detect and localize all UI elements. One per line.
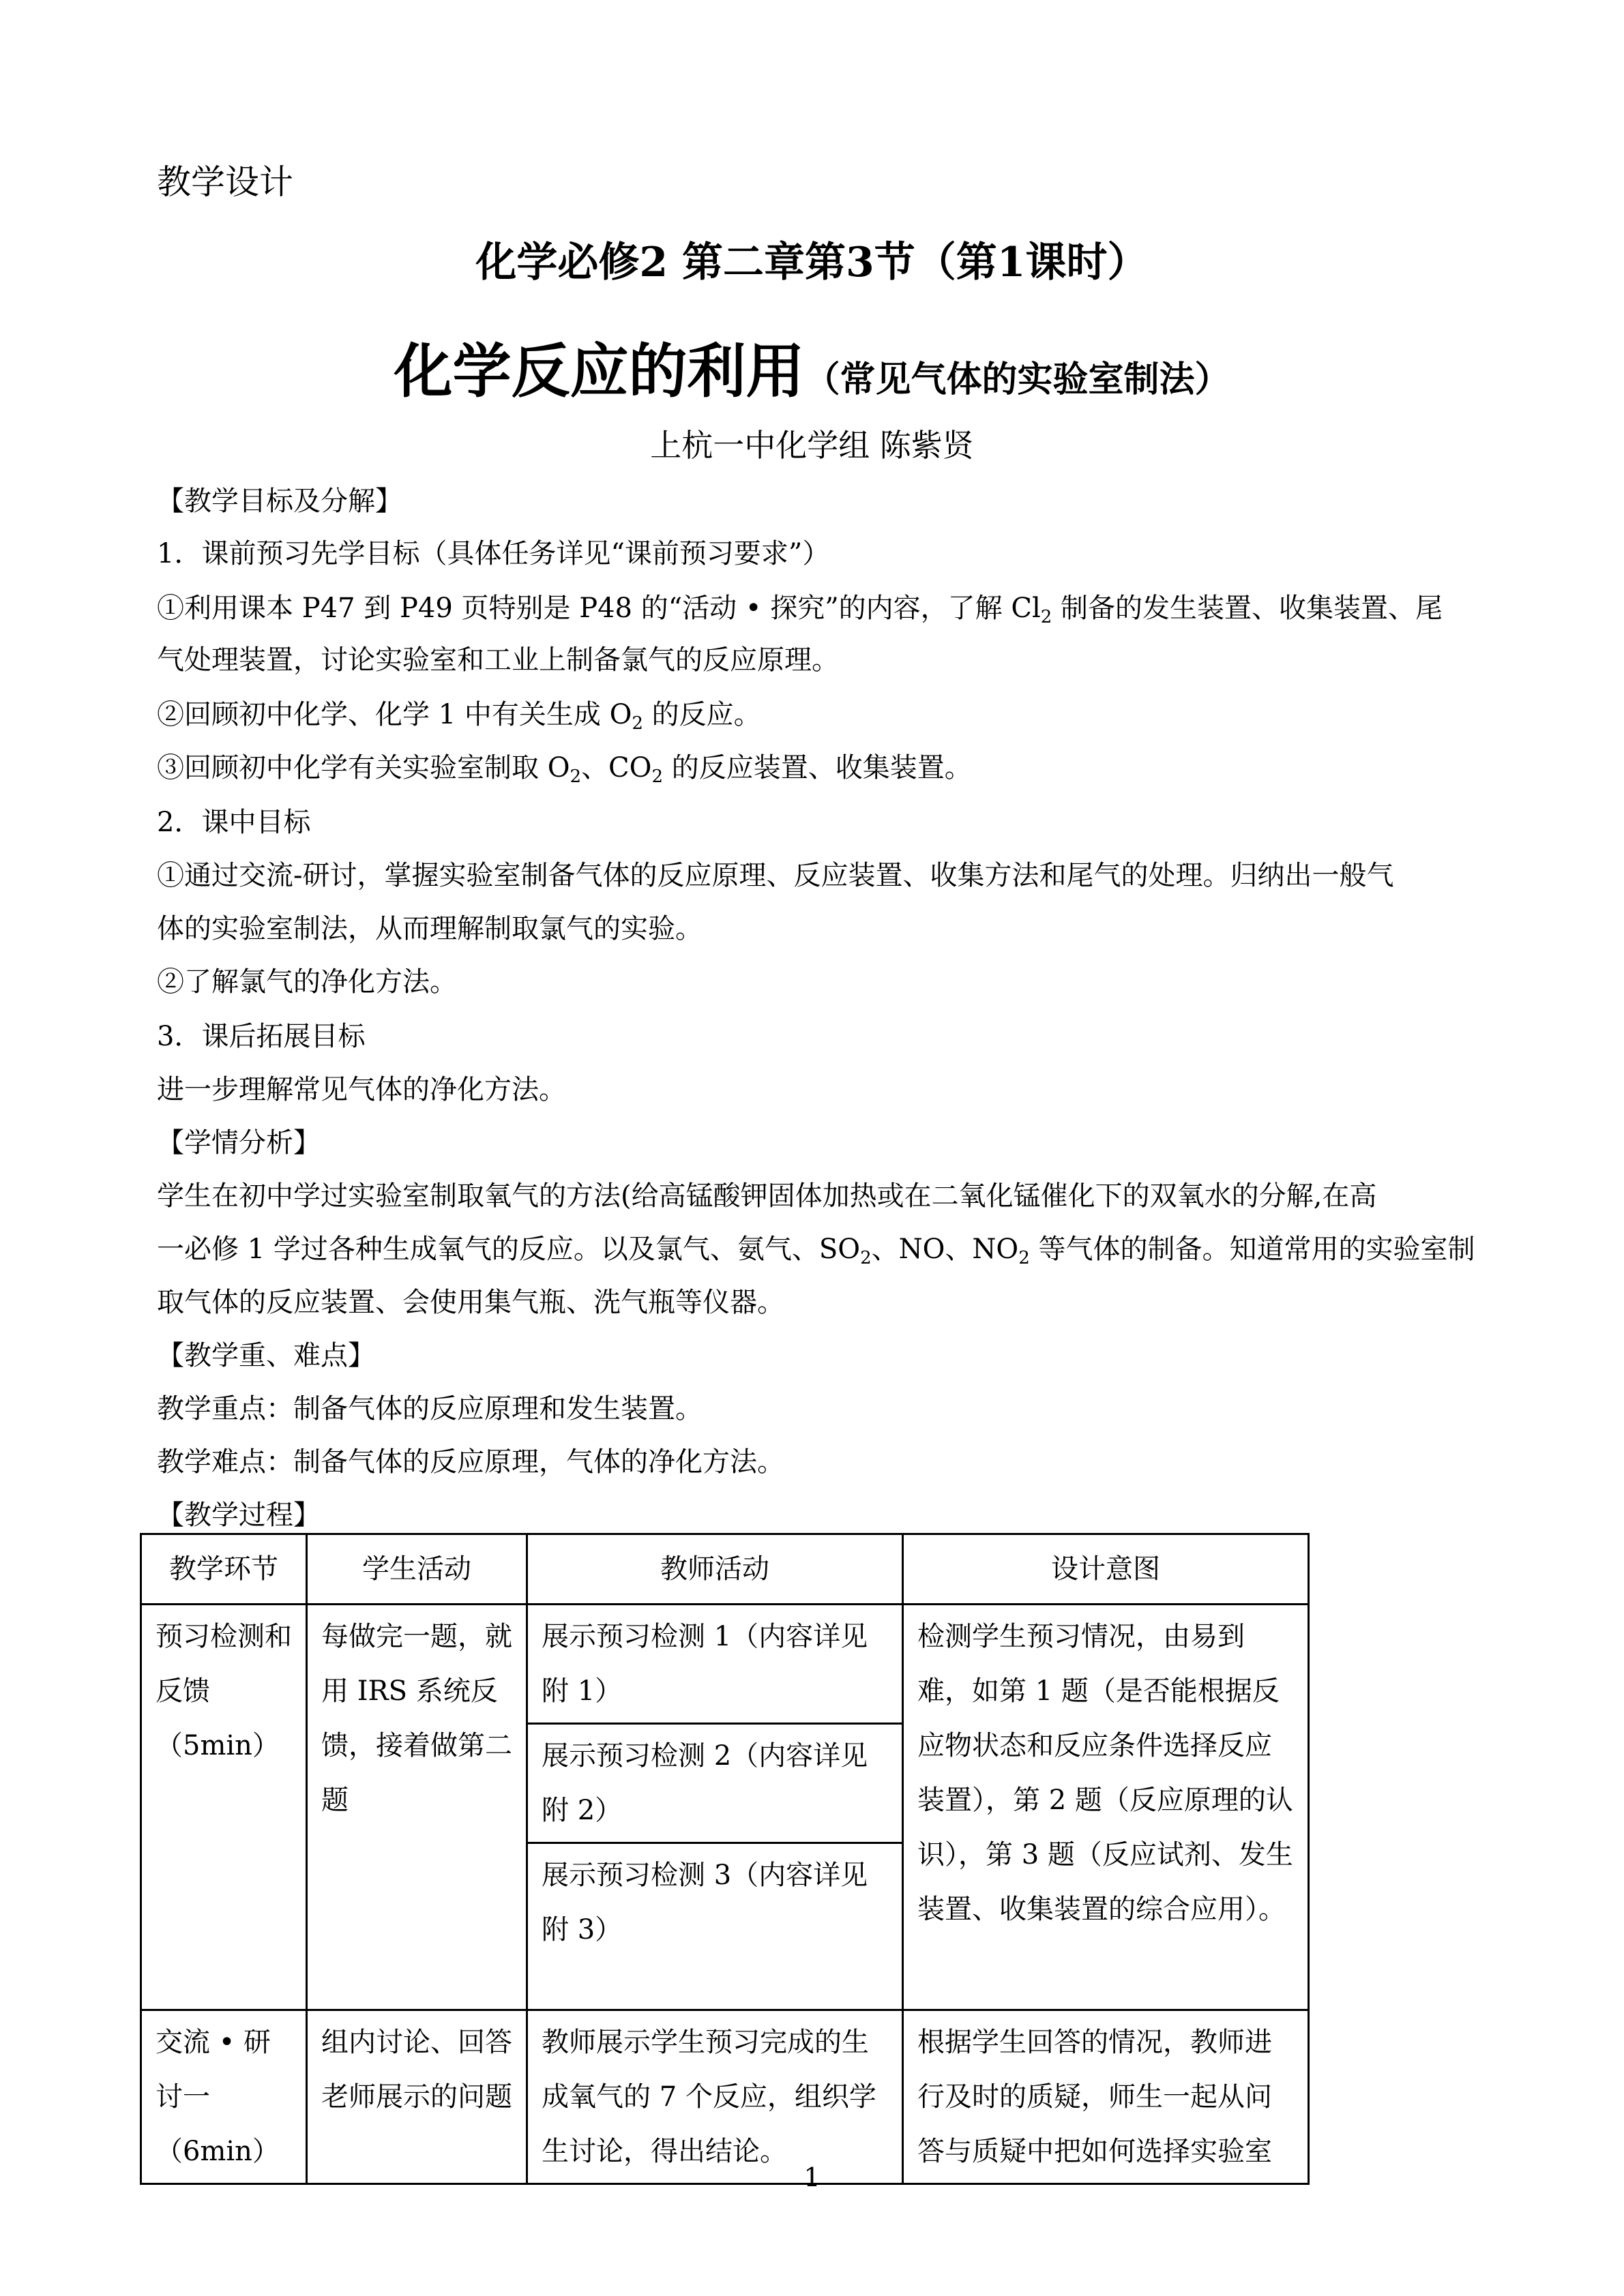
analysis-line-1: 学生在初中学过实验室制取氧气的方法(给高锰酸钾固体加热或在二氧化锰催化下的双氧水的分解,在高 [157,1180,1377,1212]
section-heading-objectives: 【教学目标及分解】 [157,486,402,517]
objective-2-title: 2．课中目标 [157,807,311,838]
student-activity-cell: 每做完一题，就用 IRS 系统反馈，接着做第二题 [307,1605,527,2010]
main-subtitle: （常见气体的实验室制法） [804,359,1230,400]
objective-1-item-3: ③回顾初中化学有关实验室制取 $O_2$、$CO_2$ 的反应装置、收集装置。 [157,752,972,787]
doc-label: 教学设计 [157,162,293,202]
teacher-activity-cell: 教师展示学生预习完成的生成氧气的 7 个反应，组织学生讨论，得出结论。 [527,2010,903,2184]
table-row [141,1605,1309,1724]
teacher-activity-cell: 展示预习检测 1（内容详见附 1） [527,1605,903,1724]
author-line: 上杭一中化学组 陈紫贤 [650,427,974,464]
objective-2-item-1-cont: 体的实验室制法，从而理解制取氯气的实验。 [157,913,703,944]
header-design-intent: 设计意图 [903,1534,1309,1605]
main-title-text: 化学反应的利用 [394,337,805,406]
header-stage: 教学环节 [141,1534,307,1605]
course-title: 化学必修2 第二章第3节（第1课时） [475,239,1149,286]
objective-1-item-1-cont: 气处理装置，讨论实验室和工业上制备氯气的反应原理。 [157,644,839,676]
analysis-line-3: 取气体的反应装置、会使用集气瓶、洗气瓶等仪器。 [157,1287,784,1318]
stage-cell: 预习检测和反馈（5min） [141,1605,307,2010]
section-heading-key-points: 【教学重、难点】 [157,1340,375,1371]
header-student-activity: 学生活动 [307,1534,527,1605]
student-activity-cell: 组内讨论、回答老师展示的问题 [307,2010,527,2184]
section-heading-analysis: 【学情分析】 [157,1127,321,1159]
table-row [141,2010,1309,2184]
design-intent-cell: 检测学生预习情况，由易到难，如第 1 题（是否能根据反应物状态和反应条件选择反应装置），第 2 题（反应原理的认识），第 3 题（反应试剂、发生装置、收集装置的综合应用）。 [903,1605,1309,2010]
objective-1-title: 1．课前预习先学目标（具体任务详见“课前预习要求”） [157,538,830,569]
teacher-activity-cell: 展示预习检测 2（内容详见附 2） [527,1724,903,1843]
design-intent-cell: 根据学生回答的情况，教师进行及时的质疑，师生一起从问答与质疑中把如何选择实验室 [903,2010,1309,2184]
objective-2-item-1: ①通过交流-研讨，掌握实验室制备气体的反应原理、反应装置、收集方法和尾气的处理。归纳出一般气 [157,860,1394,891]
objective-3-text: 进一步理解常见气体的净化方法。 [157,1074,566,1105]
page-number: 1 [803,2162,821,2192]
key-point: 教学重点：制备气体的反应原理和发生装置。 [157,1393,703,1425]
analysis-line-2: 一必修 1 学过各种生成氧气的反应。以及氯气、氨气、$SO_2$、NO、$NO_2$ 等气体的制备。知道常用的实验室制 [157,1234,1475,1268]
objective-1-item-2: ②回顾初中化学、化学 1 中有关生成 $O_2$ 的反应。 [157,699,761,734]
objective-1-item-1: ①利用课本 P47 到 P49 页特别是 P48 的“活动 • 探究”的内容，了解 $Cl_2$ 制备的发生装置、收集装置、尾 [157,593,1443,627]
difficult-point: 教学难点：制备气体的反应原理，气体的净化方法。 [157,1446,784,1478]
table-header-row [141,1534,1309,1605]
teaching-process-table [140,1533,1310,2185]
header-teacher-activity: 教师活动 [527,1534,903,1605]
teacher-activity-cell: 展示预习检测 3（内容详见附 3） [527,1843,903,2010]
stage-cell: 交流 • 研讨一（6min） [141,2010,307,2184]
main-title [0,334,1624,426]
objective-3-title: 3．课后拓展目标 [157,1021,366,1052]
objective-2-item-2: ②了解氯气的净化方法。 [157,966,457,998]
section-heading-process: 【教学过程】 [157,1500,321,1531]
